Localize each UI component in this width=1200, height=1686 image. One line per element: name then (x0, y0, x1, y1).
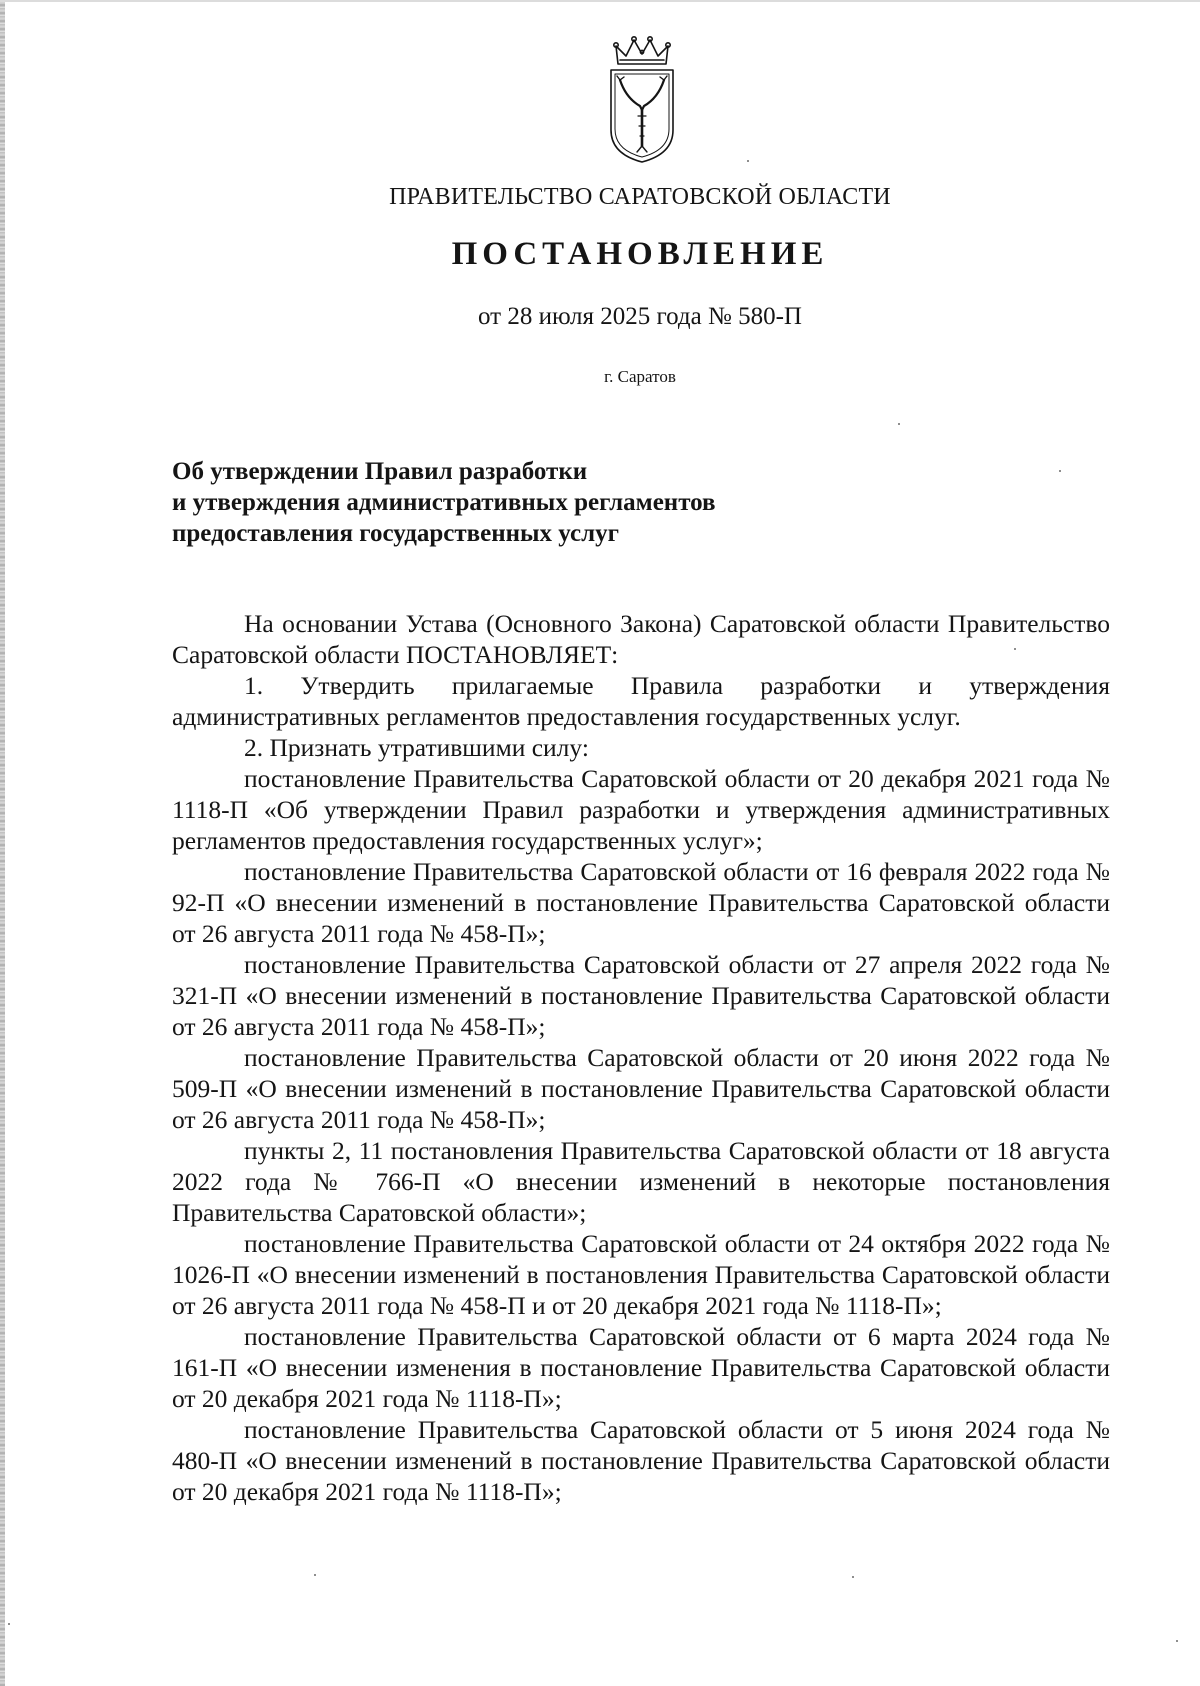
document-body (172, 608, 1110, 1507)
document-title (172, 456, 892, 549)
body-paragraph: постановление Правительства Саратовской области от 27 апреля 2022 года № 321-П «О внесении изменений в постановление Правительства Саратовской области от 26 августа 2011 года № 458-П»; (172, 950, 1110, 1041)
document-date-number: от 28 июля 2025 года № 580-П (478, 303, 802, 330)
body-paragraph: постановление Правительства Саратовской области от 16 февраля 2022 года № 92-П «О внесении изменений в постановление Правительства Саратовской области от 26 августа 2011 года № 458-П»; (172, 857, 1110, 948)
document-title-line: и утверждения административных регламентов (172, 489, 716, 516)
scan-speck (314, 1574, 316, 1576)
body-paragraph: постановление Правительства Саратовской области от 20 июня 2022 года № 509-П «О внесении изменений в постановление Правительства Саратовской области от 26 августа 2011 года № 458-П»; (172, 1043, 1110, 1134)
scan-speck (1059, 470, 1061, 472)
government-name: ПРАВИТЕЛЬСТВО САРАТОВСКОЙ ОБЛАСТИ (389, 184, 891, 210)
body-paragraph: На основании Устава (Основного Закона) Саратовской области Правительство Саратовской области ПОСТАНОВЛЯЕТ: (172, 609, 1110, 669)
body-paragraph: 2. Признать утратившими силу: (244, 733, 589, 762)
scan-top-edge (0, 0, 1200, 2)
document-title-line: предоставления государственных услуг (172, 520, 620, 547)
scan-speck (747, 160, 749, 162)
body-paragraph: пункты 2, 11 постановления Правительства Саратовской области от 18 августа 2022 года № 766-П «О внесении изменений в некоторые постановления Правительства Саратовской области»; (172, 1136, 1110, 1227)
body-paragraph: постановление Правительства Саратовской области от 6 марта 2024 года № 161-П «О внесении изменения в постановление Правительства Саратовской области от 20 декабря 2021 года № 1118-П»; (172, 1322, 1110, 1413)
scan-speck (8, 1623, 10, 1625)
document-title-line: Об утверждении Правил разработки (172, 458, 588, 485)
document-type-heading: ПОСТАНОВЛЕНИЕ (451, 236, 829, 272)
body-paragraph: постановление Правительства Саратовской области от 5 июня 2024 года № 480-П «О внесении изменений в постановление Правительства Саратовской области от 20 декабря 2021 года № 1118-П»; (172, 1415, 1110, 1506)
saratov-coat-of-arms-icon (606, 34, 678, 166)
body-paragraph: постановление Правительства Саратовской области от 20 декабря 2021 года № 1118-П «Об утверждении Правил разработки и утверждения административных регламентов предоставления государственных услуг»; (172, 764, 1110, 855)
scan-speck (1176, 1640, 1178, 1642)
document-city: г. Саратов (604, 367, 676, 386)
scan-speck (852, 1576, 854, 1578)
body-paragraph: 1. Утвердить прилагаемые Правила разработки и утверждения административных регламентов предоставления государственных услуг. (172, 671, 1110, 731)
scan-speck (898, 423, 900, 425)
body-paragraph: постановление Правительства Саратовской области от 24 октября 2022 года № 1026-П «О внесении изменений в постановления Правительства Саратовской области от 26 августа 2011 года № 458-П и от 20 декабря 2021 года № 1118-П»; (172, 1229, 1110, 1320)
scan-speck (1014, 648, 1016, 650)
